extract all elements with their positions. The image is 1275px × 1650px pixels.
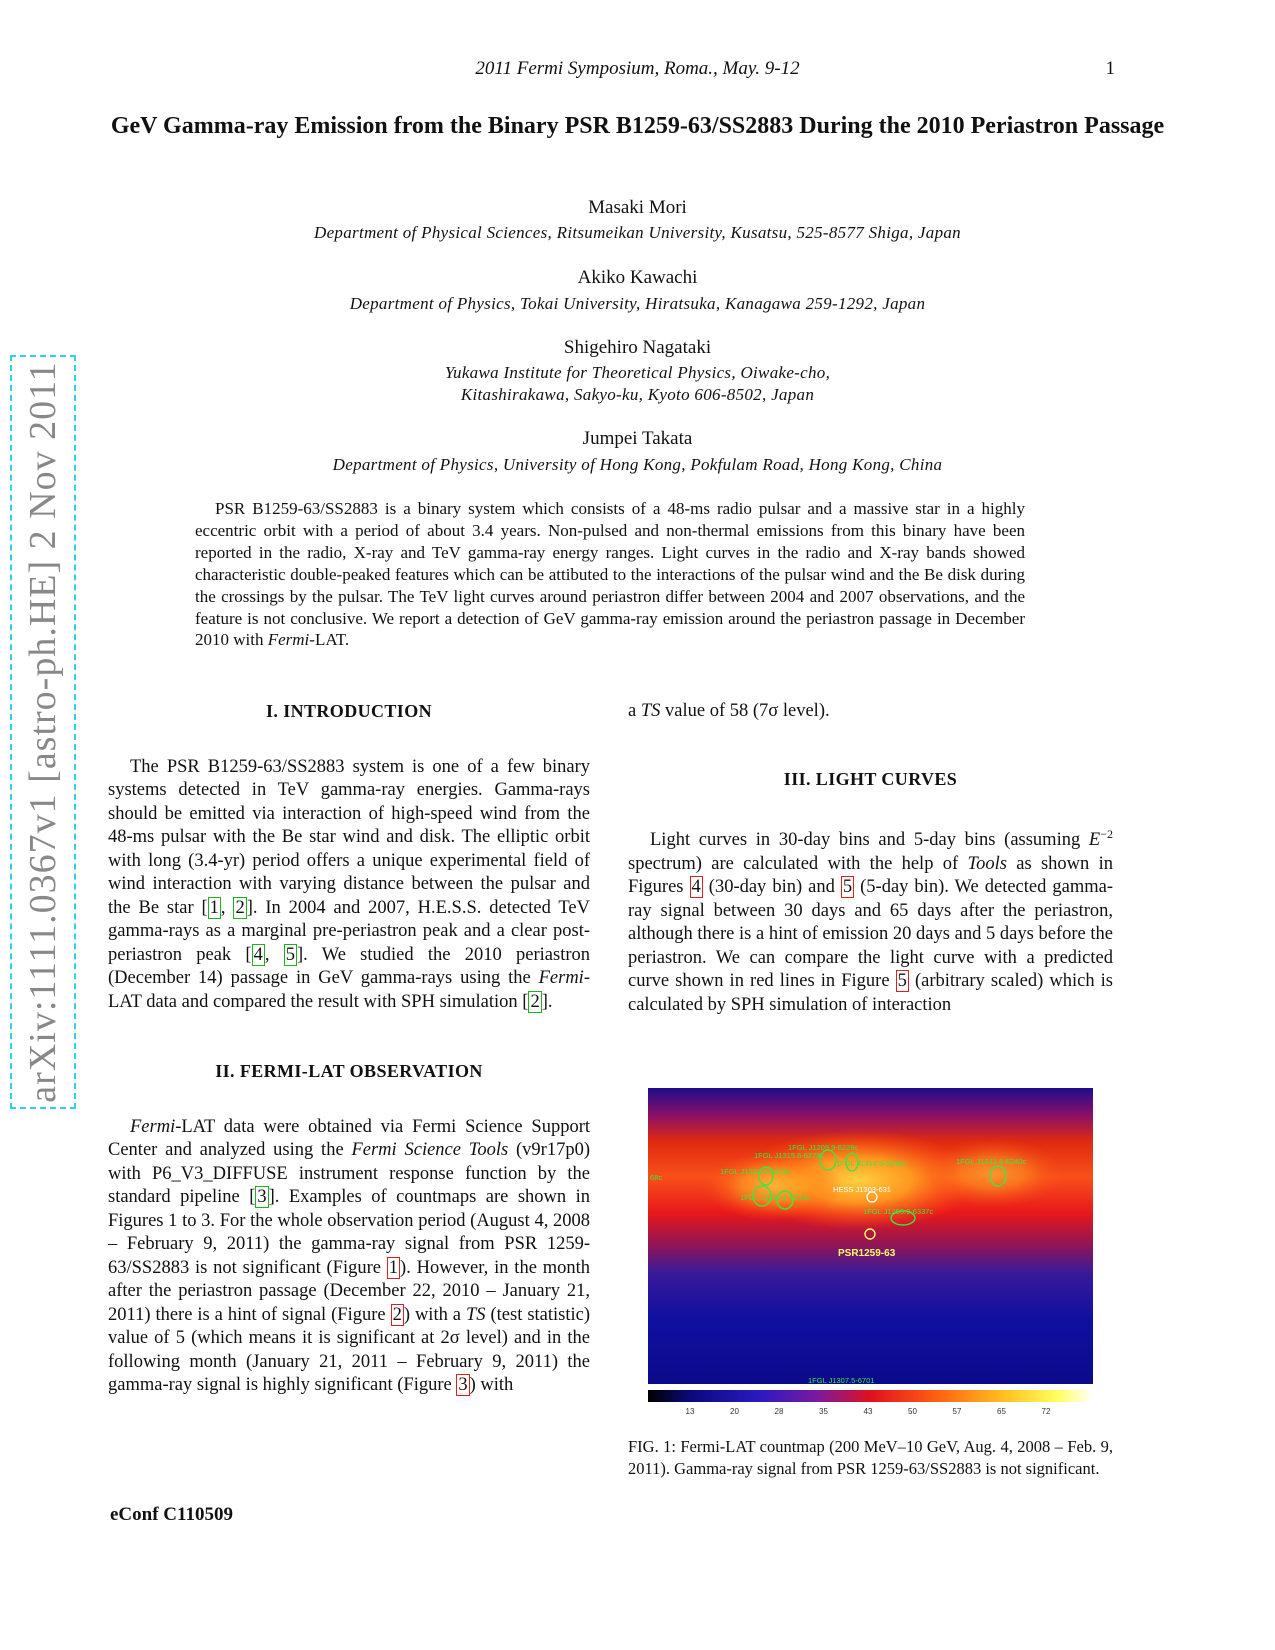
source-label: 1FGL J1209.9-6229c: [788, 1143, 859, 1152]
figure-link[interactable]: 5: [897, 971, 907, 992]
text: E: [1088, 830, 1101, 851]
figure-link[interactable]: 1: [388, 1257, 399, 1278]
author-affiliation: Yukawa Institute for Theoretical Physics, Oiwake-cho,: [444, 363, 831, 382]
figure-caption: FIG. 1: Fermi-LAT countmap (200 MeV–10 GeV, Aug. 4, 2008 – Feb. 9, 2011). Gamma-ray signal from PSR 1259-63/SS2883 is not significant.: [628, 1437, 1113, 1478]
abstract: [195, 498, 1025, 651]
text: ) with: [469, 1375, 514, 1395]
colorbar-tick-label: 13: [685, 1407, 695, 1416]
text: -LAT data and compared the result with SPH simulation [: [108, 968, 590, 1012]
author-name: Jumpei Takata: [582, 428, 693, 449]
citation-link[interactable]: 3: [257, 1187, 267, 1207]
source-label: 68c: [650, 1173, 663, 1182]
abstract-text: PSR B1259-63/SS2883 is a binary system which consists of a 48-ms radio pulsar and a massive star in a highly eccentric orbit with a period of about 3.4 years. Non-pulsed and non-thermal emissions from this binary have been reported in the radio, X-ray and TeV gamma-ray energy ranges. Light curves in the radio and X-ray bands showed characteristic double-peaked features which can be attibuted to the interactions of the pulsar wind and the Be disk during the crossings by the pulsar. The TeV light curves around periastron differ between 2004 and 2007 observations, and the feature is not conclusive. We report a detection of GeV gamma-ray emission around the periastron passage in December 2010 with: [195, 499, 1025, 650]
text: value of 58 (7σ level).: [660, 701, 830, 721]
source-label: 1FGL J1332.1-6213c: [740, 1193, 811, 1202]
emission-hotspot: [923, 1138, 1063, 1208]
author-name: Akiko Kawachi: [577, 267, 698, 288]
text: ].: [541, 991, 553, 1012]
colorbar-tick-label: 57: [952, 1407, 962, 1416]
left-column: [108, 700, 590, 1398]
observation-paragraph: [108, 1116, 590, 1398]
text: ). However, in the month after the periastron passage (December 22, 2010 – January 21, 2011) there is a hint of signal (Figure: [108, 1257, 590, 1325]
citation-link[interactable]: 2: [235, 897, 245, 918]
author-affiliation: Department of Physics, Tokai University, Hiratsuka, Kanagawa 259-1292, Japan: [349, 294, 926, 313]
text: TS: [465, 1304, 486, 1325]
text: Light curves in 30-day bins and 5-day bins (assuming: [650, 830, 1089, 851]
text: ) with a: [403, 1304, 466, 1325]
source-label: 1FGL J1320.6-6323c: [720, 1167, 791, 1176]
author-affiliation: Kitashirakawa, Sakyo-ku, Kyoto 606-8502, Japan: [460, 385, 815, 404]
abstract-fermi: Fermi: [267, 630, 310, 650]
section-heading-observation: II. FERMI-LAT OBSERVATION: [215, 1061, 483, 1081]
figure-link[interactable]: 3: [458, 1375, 468, 1395]
source-label: 1FGL J1250.9-6337c: [863, 1207, 934, 1216]
text: (test statistic) value of 5 (which means it is significant at 2σ level) and in the following month (January 21, 2011 – February 9, 2011) the gamma-ray signal is highly significant (Figure: [108, 1304, 590, 1395]
source-label: 1FGL J1241.6-6240c: [956, 1157, 1027, 1166]
citation-link[interactable]: 4: [253, 944, 263, 965]
text: Fermi Science Tools: [351, 1140, 509, 1160]
colorbar-tick-label: 65: [997, 1407, 1006, 1416]
colorbar: [648, 1390, 1093, 1402]
text: ]. Examples of countmaps are shown in Figures 1 to 3. For the whole observation period (August 4, 2008 – February 9, 2011) the gamma-ray signal from PSR 1259-63/SS2883 is not significant (Figure: [108, 1187, 590, 1278]
citation-link[interactable]: 2: [530, 991, 540, 1012]
author-affiliation: Department of Physics, University of Hong Kong, Pokfulam Road, Hong Kong, China: [332, 455, 943, 474]
citation-link[interactable]: 1: [209, 897, 219, 918]
text: -LAT data were obtained via Fermi Science Support Center and analyzed using the: [108, 1116, 590, 1160]
hess-source-label: HESS J1303-631: [833, 1185, 891, 1194]
text: ]. In 2004 and 2007, H.E.S.S. detected TeV gamma-rays as a marginal pre-periastron peak and a clear post-periastron peak [: [108, 897, 590, 965]
text: ]. We studied the 2010 periastron (December 14) passage in GeV gamma-rays using the: [108, 944, 590, 988]
page-number: 1: [1105, 58, 1115, 79]
right-column: [628, 700, 1113, 1017]
colorbar-ticks: [686, 1407, 1051, 1416]
text: a: [628, 701, 641, 721]
colorbar-tick-label: 50: [908, 1407, 917, 1416]
introduction-paragraph: The PSR B1259-63/SS2883 system is one of a few binary systems detected in TeV gamma-ray energies. Gamma-rays should be emitted via interaction of high-speed wind from the 48-ms pulsar with the Be star wind and disk. The elliptic orbit with long (3.4-yr) period offers a unique experimental field of wind interaction with varying distance between the pulsar and the Be star [ 1 , 2 ]. In 2004 and 2007, H.E.S.S. detected TeV gamma-rays as a marginal pre-periastron peak and a clear post-periastron peak [ 4 , 5 ]. We studied the 2010 periastron (December 14) passage in GeV gamma-rays using the Fermi-LAT data and compared the result with SPH simulation [ 2 ].: [108, 756, 590, 1012]
observation-continuation: [628, 700, 1113, 724]
figure-link[interactable]: 5: [842, 877, 853, 898]
arxiv-stamp-text: arXiv:1111.0367v1 [astro-ph.HE] 2 Nov 2011: [22, 361, 64, 1103]
author-name: Shigehiro Nagataki: [563, 337, 712, 358]
abstract-end: -LAT.: [309, 630, 350, 650]
citation-link[interactable]: 5: [285, 944, 295, 965]
countmap-image: [648, 1088, 1093, 1418]
figure-link[interactable]: 2: [392, 1304, 402, 1325]
author-affiliation: Department of Physical Sciences, Ritsumeikan University, Kusatsu, 525-8577 Shiga, Japan: [314, 223, 961, 242]
text: TS: [640, 701, 661, 721]
source-label: 1FGL J1314.6-6245c: [836, 1159, 907, 1168]
text: (5-day bin). We detected gamma-ray signal between 30 days and 65 days after the periastron, although there is a hint of emission 20 days and 5 days before the periastron. We can compare the light curve with a predicted curve shown in red lines in Figure: [628, 877, 1113, 992]
text: Fermi: [538, 968, 584, 988]
text: (v9r17p0) with P6_V3_DIFFUSE instrument response function by the standard pipeline [: [108, 1140, 590, 1207]
running-header: 2011 Fermi Symposium, Roma., May. 9-12: [475, 58, 800, 79]
figure-link[interactable]: 4: [691, 877, 701, 898]
text: Tools: [967, 853, 1007, 874]
text: (30-day bin) and: [702, 877, 841, 898]
text: −2: [1100, 827, 1113, 841]
section-heading-light-curves: III. LIGHT CURVES: [783, 768, 958, 789]
colorbar-tick-label: 43: [863, 1407, 873, 1416]
text: The PSR B1259-63/SS2883 system is one of a few binary systems detected in TeV gamma-ray energies. Gamma-rays should be emitted via interaction of high-speed wind from the 48-ms pulsar with the Be star wind and disk. The elliptic orbit with long (3.4-yr) period offers a unique experimental field of wind interaction with varying distance between the pulsar and the Be star [: [108, 756, 590, 918]
text: Fermi: [130, 1116, 176, 1137]
source-label: 1FGL J1315.6-6278c: [754, 1151, 825, 1160]
colorbar-tick-label: 28: [774, 1407, 784, 1416]
text: spectrum) are calculated with the help of: [628, 853, 968, 874]
section-heading-introduction: I. INTRODUCTION: [265, 701, 433, 721]
countmap-figure: [648, 1088, 1093, 1418]
emission-hotspot: [703, 1151, 843, 1221]
source-label: 1FGL J1307.5-6701: [808, 1376, 875, 1385]
colorbar-tick-label: 72: [1041, 1407, 1051, 1416]
author-name: Masaki Mori: [588, 197, 687, 218]
colorbar-tick-label: 20: [730, 1407, 739, 1416]
paper-title: GeV Gamma-ray Emission from the Binary PSR B1259-63/SS2883 During the 2010 Periastron Passage: [110, 113, 1165, 139]
text: as shown in Figures: [628, 853, 1113, 898]
light-curves-paragraph: [628, 823, 1113, 1017]
target-label: PSR1259-63: [838, 1248, 896, 1259]
footer-conference: eConf C110509: [110, 1504, 233, 1525]
text: (arbitrary scaled) which is calculated by SPH simulation of interaction: [628, 971, 1113, 1015]
colorbar-tick-label: 35: [819, 1407, 828, 1416]
